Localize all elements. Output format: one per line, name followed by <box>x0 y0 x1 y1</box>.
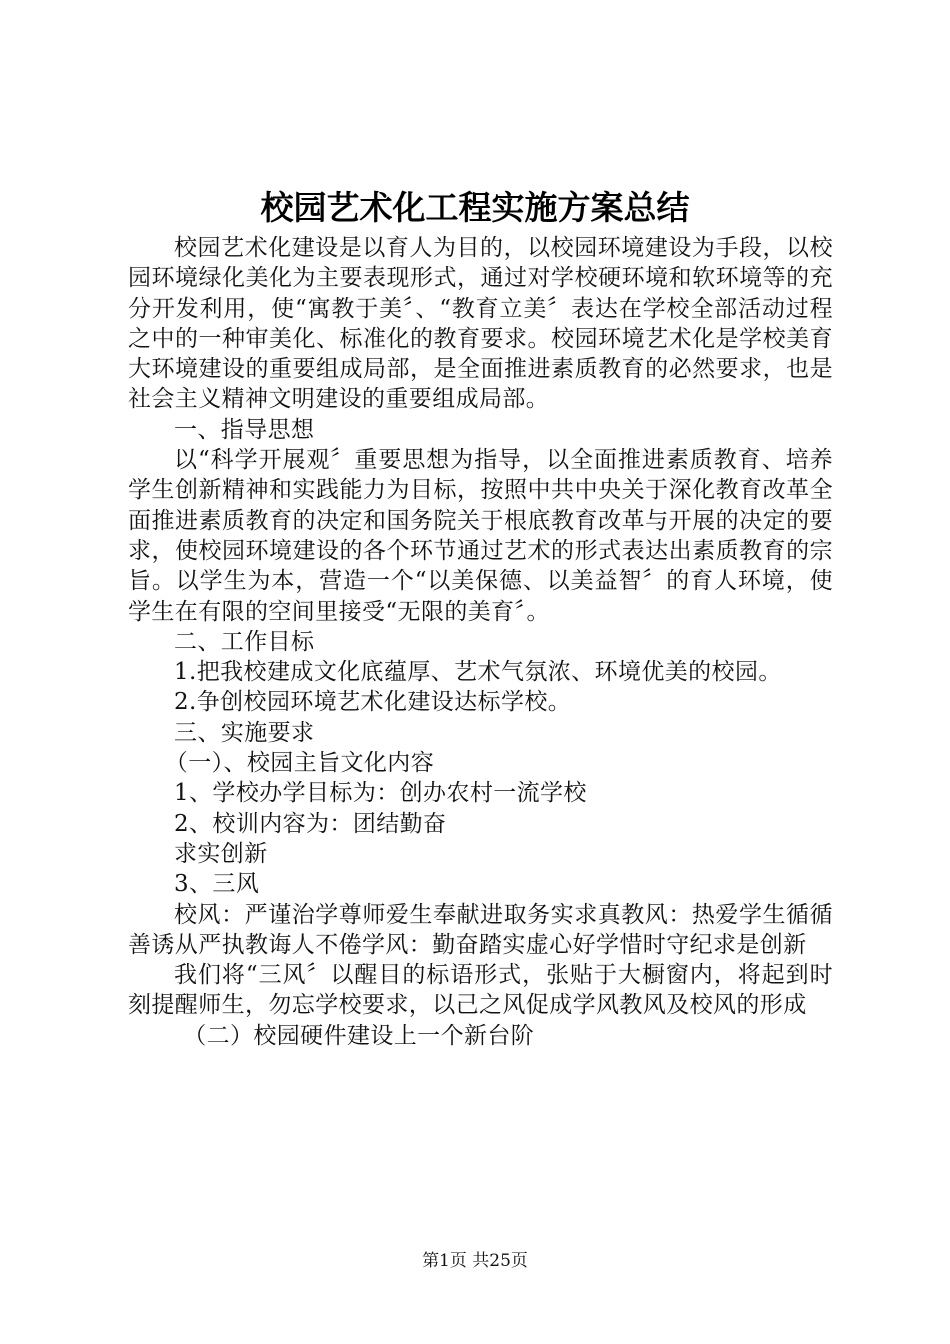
list-item-motto: 2、校训内容为：团结勤奋 <box>174 810 447 837</box>
paragraph-intro: 校园艺术化建设是以育人为目的，以校园环境建设为手段，以校园环境绿化美化为主要表现形式，通过对学校硬环境和软环境等的充分开发利用，使“寓教于美〞、“教育立美〞表达在学校全部活动过程之中的一种审美化、标准化的教育要求。校园环境艺术化是学校美育大环境建设的重要组成局部，是全面推进素质教育的必然要求，也是社会主义精神文明建设的重要组成局部。 <box>128 235 833 413</box>
document-title: 校园艺术化工程实施方案总结 <box>260 188 690 227</box>
paragraph-three-styles: 校风：严谨治学尊师爱生奉献进取务实求真教风：热爱学生循循善诱从严执教诲人不倦学风：勤奋踏实虚心好学惜时守纪求是创新 <box>128 901 833 958</box>
document-body <box>128 233 833 1051</box>
goal-item-1: 1.把我校建成文化底蕴厚、艺术气氛浓、环境优美的校园。 <box>174 659 782 686</box>
list-item-three-styles: 3、三风 <box>174 871 260 898</box>
motto-continuation: 求实创新 <box>174 840 268 867</box>
goal-item-2: 2.争创校园环境艺术化建设达标学校。 <box>174 689 572 716</box>
heading-guiding-ideology: 一、指导思想 <box>174 416 315 443</box>
list-item-school-goal: 1、学校办学目标为：创办农村一流学校 <box>174 780 587 807</box>
paragraph-slogans: 我们将“三风〞以醒目的标语形式，张贴于大橱窗内，将起到时刻提醒师生，勿忘学校要求，以己之风促成学风教风及校风的形成 <box>128 962 833 1019</box>
page-number: 第1页 共25页 <box>422 1251 528 1271</box>
heading-work-goals: 二、工作目标 <box>174 628 315 655</box>
heading-implementation: 三、实施要求 <box>174 719 315 746</box>
subheading-hardware: （二）校园硬件建设上一个新台阶 <box>183 1022 535 1049</box>
paragraph-guiding-ideology: 以“科学开展观〞重要思想为指导，以全面推进素质教育、培养学生创新精神和实践能力为目标，按照中共中央关于深化教育改革全面推进素质教育的决定和国务院关于根底教育改革与开展的决定的要求，使校园环境建设的各个环节通过艺术的形式表达出素质教育的宗旨。以学生为本，营造一个“以美保德、以美益智〞的育人环境，使学生在有限的空间里接受“无限的美育〞。 <box>128 447 833 625</box>
subheading-culture-content: （一）、校园主旨文化内容 <box>164 750 435 777</box>
